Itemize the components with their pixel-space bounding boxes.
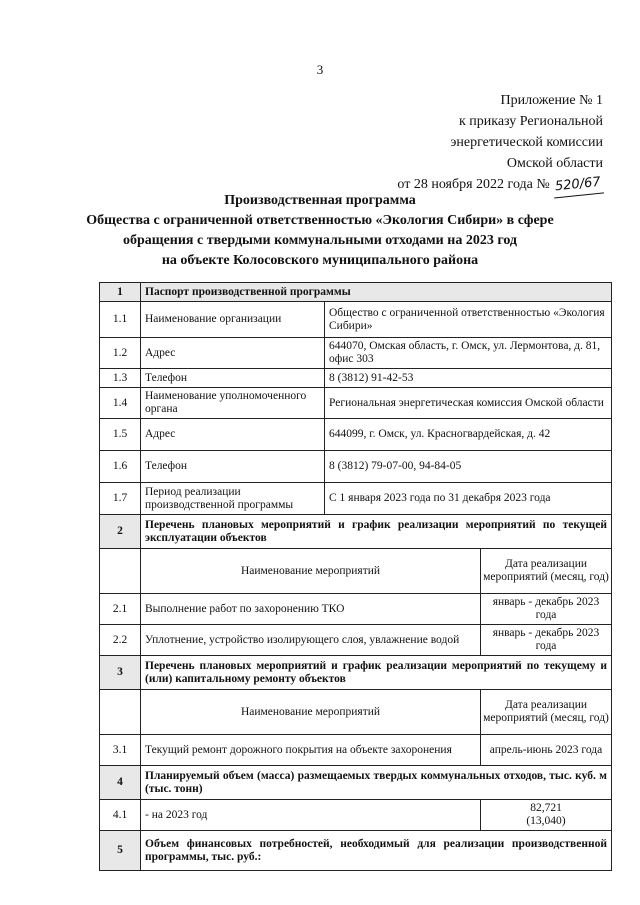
table-row (100, 735, 612, 766)
table-row (100, 369, 612, 388)
title-line: Общества с ограниченной ответственностью «Экология Сибири» в сфере (86, 213, 554, 228)
row-label: Телефон (141, 451, 325, 483)
row-pair (141, 594, 612, 625)
event-name: Текущий ремонт дорожного покрытия на объекте захоронения (145, 743, 452, 756)
row-label: Адрес (141, 419, 325, 451)
appendix-date: от 28 ноября 2022 года № (397, 177, 550, 192)
appendix-line: Омской области (506, 156, 603, 171)
row-number: 1.1 (100, 302, 141, 338)
empty-cell (100, 690, 141, 735)
section-number: 3 (100, 656, 141, 690)
document-title (0, 191, 640, 271)
event-name: Выполнение работ по захоронению ТКО (145, 602, 345, 615)
table-row (100, 483, 612, 515)
row-number: 1.7 (100, 483, 141, 515)
section-row (100, 766, 612, 800)
row-value: Региональная энергетическая комиссия Омской области (325, 388, 612, 419)
row-number: 3.1 (100, 735, 141, 766)
appendix-line: энергетической комиссии (450, 135, 603, 150)
column-header-pair (141, 690, 612, 735)
row-value: 8 (3812) 79-07-00, 94-84-05 (325, 451, 612, 483)
section-title: Паспорт производственной программы (141, 283, 612, 302)
appendix-line: Приложение № 1 (500, 93, 603, 108)
table-row (100, 302, 612, 338)
row-pair (141, 625, 612, 656)
table-row (100, 625, 612, 656)
volume-cubic: 82,721 (530, 802, 562, 814)
title-line: обращения с твердыми коммунальными отходами на 2023 год (122, 233, 518, 248)
row-pair (141, 800, 612, 831)
table-row (100, 800, 612, 831)
event-date: январь - декабрь 2023 года (480, 625, 611, 655)
order-number: 520/67 (552, 171, 604, 198)
row-number: 1.6 (100, 451, 141, 483)
section-title: Перечень плановых мероприятий и график реализации мероприятий по текущему и (или) капитальному ремонту объектов (141, 656, 612, 690)
appendix-header (397, 90, 603, 196)
title-line: на объекте Колосовского муниципального района (161, 253, 479, 268)
row-label: Наименование уполномоченного органа (141, 388, 325, 419)
row-number: 4.1 (100, 800, 141, 831)
empty-cell (100, 549, 141, 594)
section-number: 2 (100, 515, 141, 549)
row-label: Период реализации производственной программы (141, 483, 325, 515)
section-row (100, 656, 612, 690)
table-header-row (100, 690, 612, 735)
table-row (100, 338, 612, 369)
table-header-row (100, 549, 612, 594)
page-number: 3 (316, 62, 324, 77)
volume-value (480, 800, 611, 830)
event-date: январь - декабрь 2023 года (480, 594, 611, 624)
column-header-date: Дата реализации мероприятий (месяц, год) (480, 549, 611, 593)
row-number: 2.2 (100, 625, 141, 656)
row-pair (141, 735, 612, 766)
row-number: 1.4 (100, 388, 141, 419)
row-value: 644099, г. Омск, ул. Красногвардейская, д. 42 (325, 419, 612, 451)
row-value: 644070, Омская область, г. Омск, ул. Лермонтова, д. 81, офис 303 (325, 338, 612, 369)
event-date: апрель-июнь 2023 года (480, 735, 611, 765)
section-number: 4 (100, 766, 141, 800)
row-label: Наименование организации (141, 302, 325, 338)
volume-tons: (13,040) (526, 815, 566, 827)
section-row (100, 283, 612, 302)
column-header-name: Наименование мероприятий (240, 705, 381, 718)
section-number: 1 (100, 283, 141, 302)
row-number: 2.1 (100, 594, 141, 625)
volume-label: - на 2023 год (145, 808, 208, 821)
column-header-pair (141, 549, 612, 594)
row-value: 8 (3812) 91-42-53 (325, 369, 612, 388)
section-title: Планируемый объем (масса) размещаемых твердых коммунальных отходов, тыс. куб. м (тыс. тонн) (141, 766, 612, 800)
column-header-date: Дата реализации мероприятий (месяц, год) (480, 690, 611, 734)
row-number: 1.3 (100, 369, 141, 388)
table-row (100, 388, 612, 419)
row-value: Общество с ограниченной ответственностью «Экология Сибири» (325, 302, 612, 338)
section-title: Перечень плановых мероприятий и график реализации мероприятий по текущей эксплуатации объектов (141, 515, 612, 549)
appendix-line: к приказу Региональной (458, 114, 603, 129)
table-row (100, 594, 612, 625)
row-label: Адрес (141, 338, 325, 369)
section-number: 5 (100, 831, 141, 871)
row-number: 1.2 (100, 338, 141, 369)
table-row (100, 419, 612, 451)
program-table (99, 282, 612, 871)
title-line: Производственная программа (224, 193, 416, 208)
row-number: 1.5 (100, 419, 141, 451)
section-title: Объем финансовых потребностей, необходимый для реализации производственной программы, тыс. руб.: (141, 831, 612, 871)
row-label: Телефон (141, 369, 325, 388)
section-row (100, 831, 612, 871)
column-header-name-text: Наименование мероприятий (240, 564, 381, 577)
section-row (100, 515, 612, 549)
event-name: Уплотнение, устройство изолирующего слоя, увлажнение водой (145, 633, 460, 646)
table-row (100, 451, 612, 483)
row-value: С 1 января 2023 года по 31 декабря 2023 года (325, 483, 612, 515)
